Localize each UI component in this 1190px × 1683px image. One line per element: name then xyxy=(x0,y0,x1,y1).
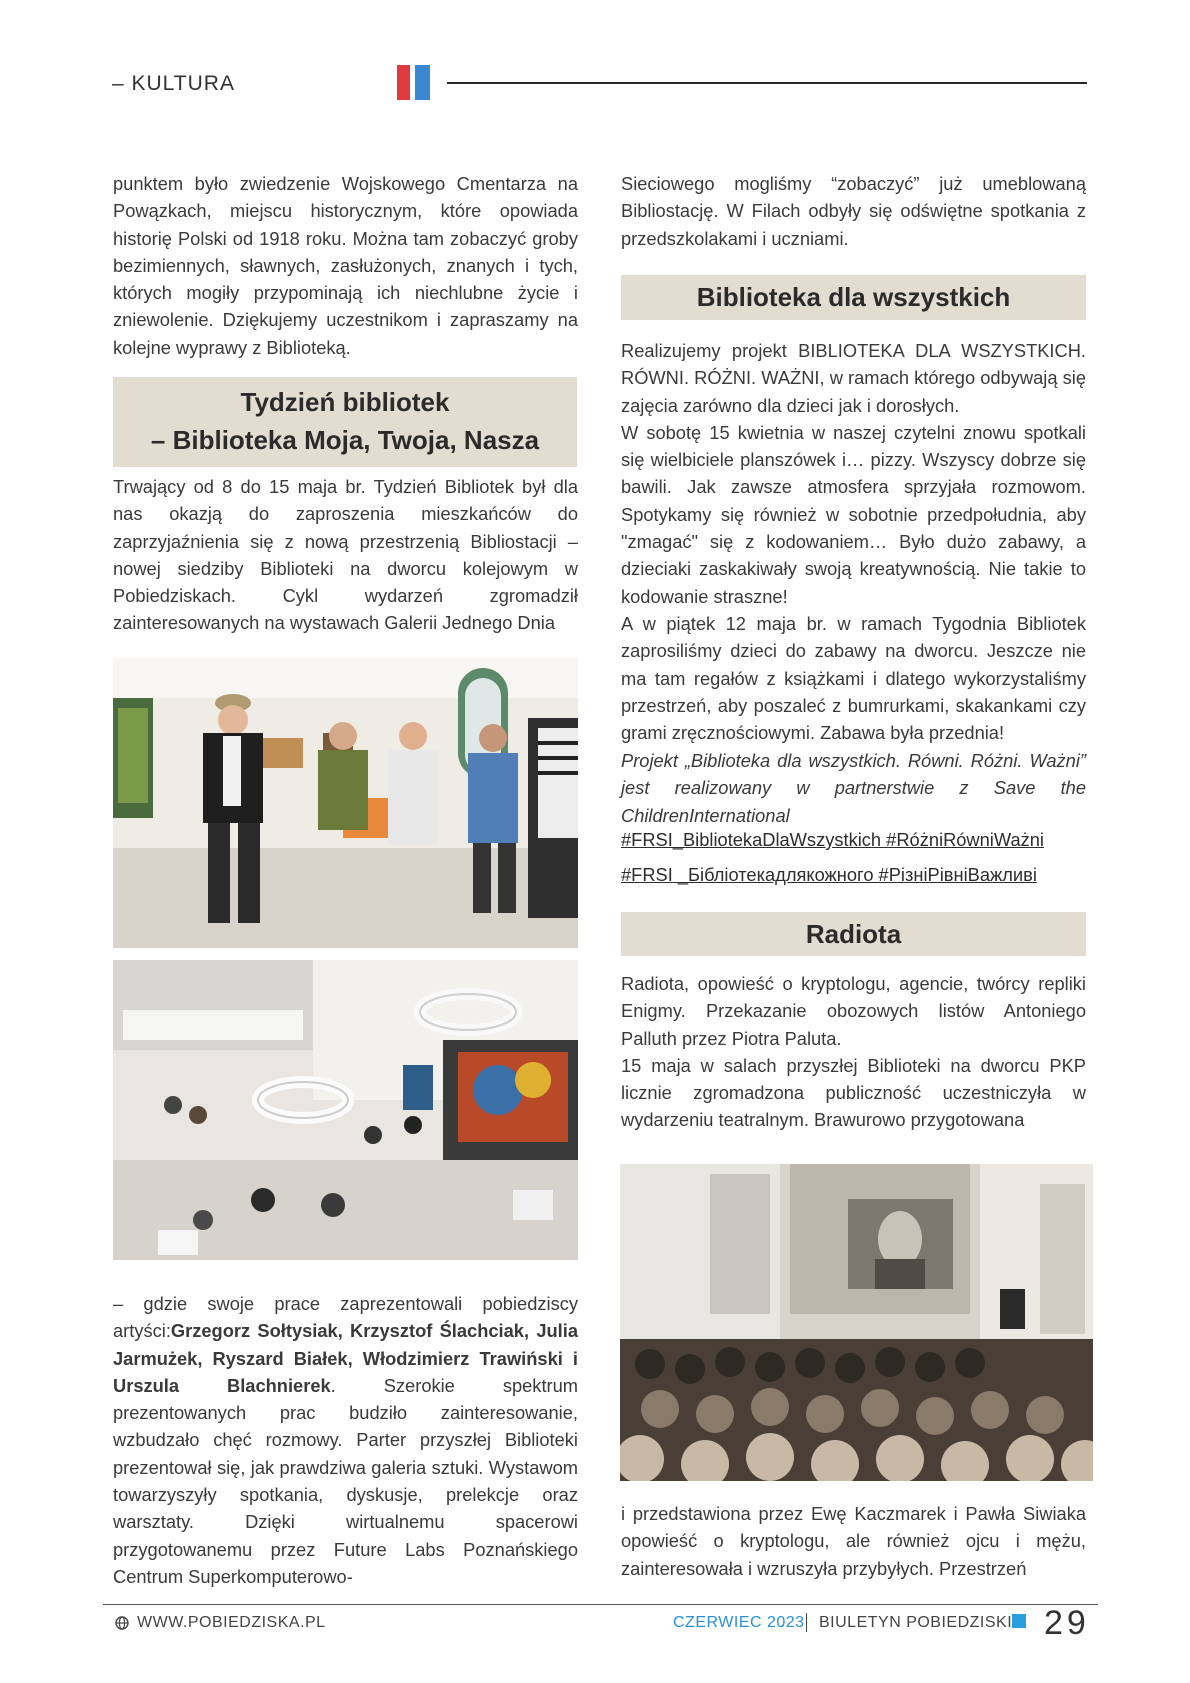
page-number: 29 xyxy=(1044,1604,1090,1642)
radiota-continued xyxy=(621,1500,1086,1582)
footer-publication: BIULETYN POBIEDZISKI xyxy=(819,1614,1013,1631)
right-body-b: W sobotę 15 kwietnia w naszej czytelni znowu spotkali się wielbiciele planszówek i… pizzy. Wszyscy dobrze się bawili. Jak zawsze atmosfera sprzyjała rozmowom. Spotykamy się również w sobotnie przedpołudnia, aby "zmagać" się z kodowaniem… Było dużo zabawy, a dzieciaki zaskakiwały swoją kreatywnością. Nie takie to kodowanie straszne! xyxy=(621,421,1086,607)
left-intro xyxy=(113,170,578,361)
photo-gallery-aerial-art xyxy=(113,960,578,1260)
radiota-body-a: Radiota, opowieść o kryptologu, agencie, twórcy repliki Enigmy. Przekazanie obozowych listów Antoniego Palluth przez Piotra Paluta. xyxy=(621,973,1086,1049)
radiota-body-c: i przedstawiona przez Ewę Kaczmarek i Pawła Siwiaka opowieść o kryptologu, ale również ojcu i mężu, zainteresowała i wzruszyła przybyłych. Przestrzeń xyxy=(621,1503,1086,1579)
photo-radiota-audience-art xyxy=(620,1164,1093,1481)
flag-red-bar xyxy=(397,65,410,100)
left-body-2 xyxy=(113,1290,578,1590)
heading-line-2: – Biblioteka Moja, Twoja, Nasza xyxy=(150,425,540,455)
hashtags-line-2[interactable]: #FRSI _Бібліотекадлякожного #РізніРівніВажливі xyxy=(621,864,1037,885)
photo-gallery-visitors xyxy=(113,658,578,948)
project-note-text: Projekt „Biblioteka dla wszystkich. Równi. Różni. Ważni” jest realizowany w partnerstwie z Save the ChildrenInternational xyxy=(621,750,1086,826)
header-rule xyxy=(447,82,1087,84)
right-body-a: Realizujemy projekt BIBLIOTEKA DLA WSZYSTKICH. RÓWNI. RÓŻNI. WAŻNI, w ramach którego odbywają się zajęcia zarówno dla dzieci jak i dorosłych. xyxy=(621,340,1086,416)
heading-radiota: Radiota xyxy=(621,912,1086,956)
footer-date: CZERWIEC 2023 xyxy=(673,1614,805,1631)
left-body-2-text xyxy=(113,1290,578,1590)
radiota-body xyxy=(621,970,1086,1134)
left-body-1 xyxy=(113,473,578,637)
right-body-c: A w piątek 12 maja br. w ramach Tygodnia Bibliotek zaprosiliśmy dzieci do zabawy na dworcu. Jeszcze nie ma tam regałów z książkami i dlatego wykorzystaliśmy przestrzeń, aby poszaleć z bumrurkami, skakankami czy grami zręcznościowymi. Zabawa była przednia! xyxy=(621,612,1086,744)
artists-names: Grzegorz Sołtysiak, Krzysztof Ślachciak, Julia Jarmużek, Ryszard Białek, Włodzimierz Trawiński i Urszula Blachnierek xyxy=(113,1320,578,1396)
left-intro-text: punktem było zwiedzenie Wojskowego Cmentarza na Powązkach, miejscu historycznym, które opowiada historię Polski od 1918 roku. Można tam zobaczyć groby bezimiennych, sławnych, zasłużonych, znanych i tych, których mogiły przypominają ich niechlubne życie i zniewolenie. Dziękujemy uczestnikom i zapraszamy na kolejne wyprawy z Biblioteką. xyxy=(113,173,578,358)
photo-gallery-visitors-art xyxy=(113,658,578,948)
footer-website[interactable]: WWW.POBIEDZISKA.PL xyxy=(137,1614,326,1631)
radiota-body-b: 15 maja w salach przyszłej Biblioteki na dworcu PKP licznie zgromadzona publiczność uczestniczyła w wydarzeniu teatralnym. Brawurowo przygotowana xyxy=(621,1054,1086,1131)
footer-separator xyxy=(806,1613,807,1632)
heading-line-1: Tydzień bibliotek xyxy=(240,387,450,417)
section-label: – KULTURA xyxy=(112,72,235,95)
right-intro xyxy=(621,170,1086,252)
photo-radiota-audience xyxy=(620,1164,1093,1481)
left-body-1-text: Trwający od 8 do 15 maja br. Tydzień Bibliotek był dla nas okazją do zaproszenia mieszkańców do zaprzyjaźnienia się z nową przestrzenią Bibliostacji – nowej siedziby Biblioteki na dworcu kolejowym w Pobiedziskach. Cykl wydarzeń zgromadził zainteresowanych na wystawach Galerii Jednego Dnia xyxy=(113,476,578,634)
footer-rule xyxy=(103,1604,1098,1605)
right-body xyxy=(621,337,1086,746)
left-body-2-end: . Szerokie spektrum prezentowanych prac budziło zainteresowanie, wzbudzało chęć rozmowy. Parter przyszłej Biblioteki prezentował się, jak prawdziwa galeria sztuki. Wystawom towarzyszyły spotkania, dyskusje, prelekcje oraz warsztaty. Dzięki wirtualnemu spacerowi przygotowanemu przez Future Labs Poznańskiego Centrum Superkomputerowo- xyxy=(113,1374,579,1587)
photo-gallery-aerial xyxy=(113,960,578,1260)
flag-blue-bar xyxy=(415,65,430,100)
footer-accent-square xyxy=(1012,1614,1026,1628)
left-body-2-start: – gdzie swoje prace zaprezentowali pobiedziscy artyści: xyxy=(113,1293,578,1342)
heading-tydzien-bibliotek xyxy=(113,377,577,467)
hashtags-line-1[interactable]: #FRSI_BibliotekaDlaWszystkich #RóżniRówniWażni xyxy=(621,829,1044,850)
right-intro-text: Sieciowego mogliśmy “zobaczyć” już umeblowaną Bibliostację. W Filach odbyły się odświętne spotkania z przedszkolakami i uczniami. xyxy=(621,173,1086,249)
heading-biblioteka-dla-wszystkich: Biblioteka dla wszystkich xyxy=(621,275,1086,320)
project-note xyxy=(621,747,1086,829)
globe-icon xyxy=(115,1616,129,1630)
